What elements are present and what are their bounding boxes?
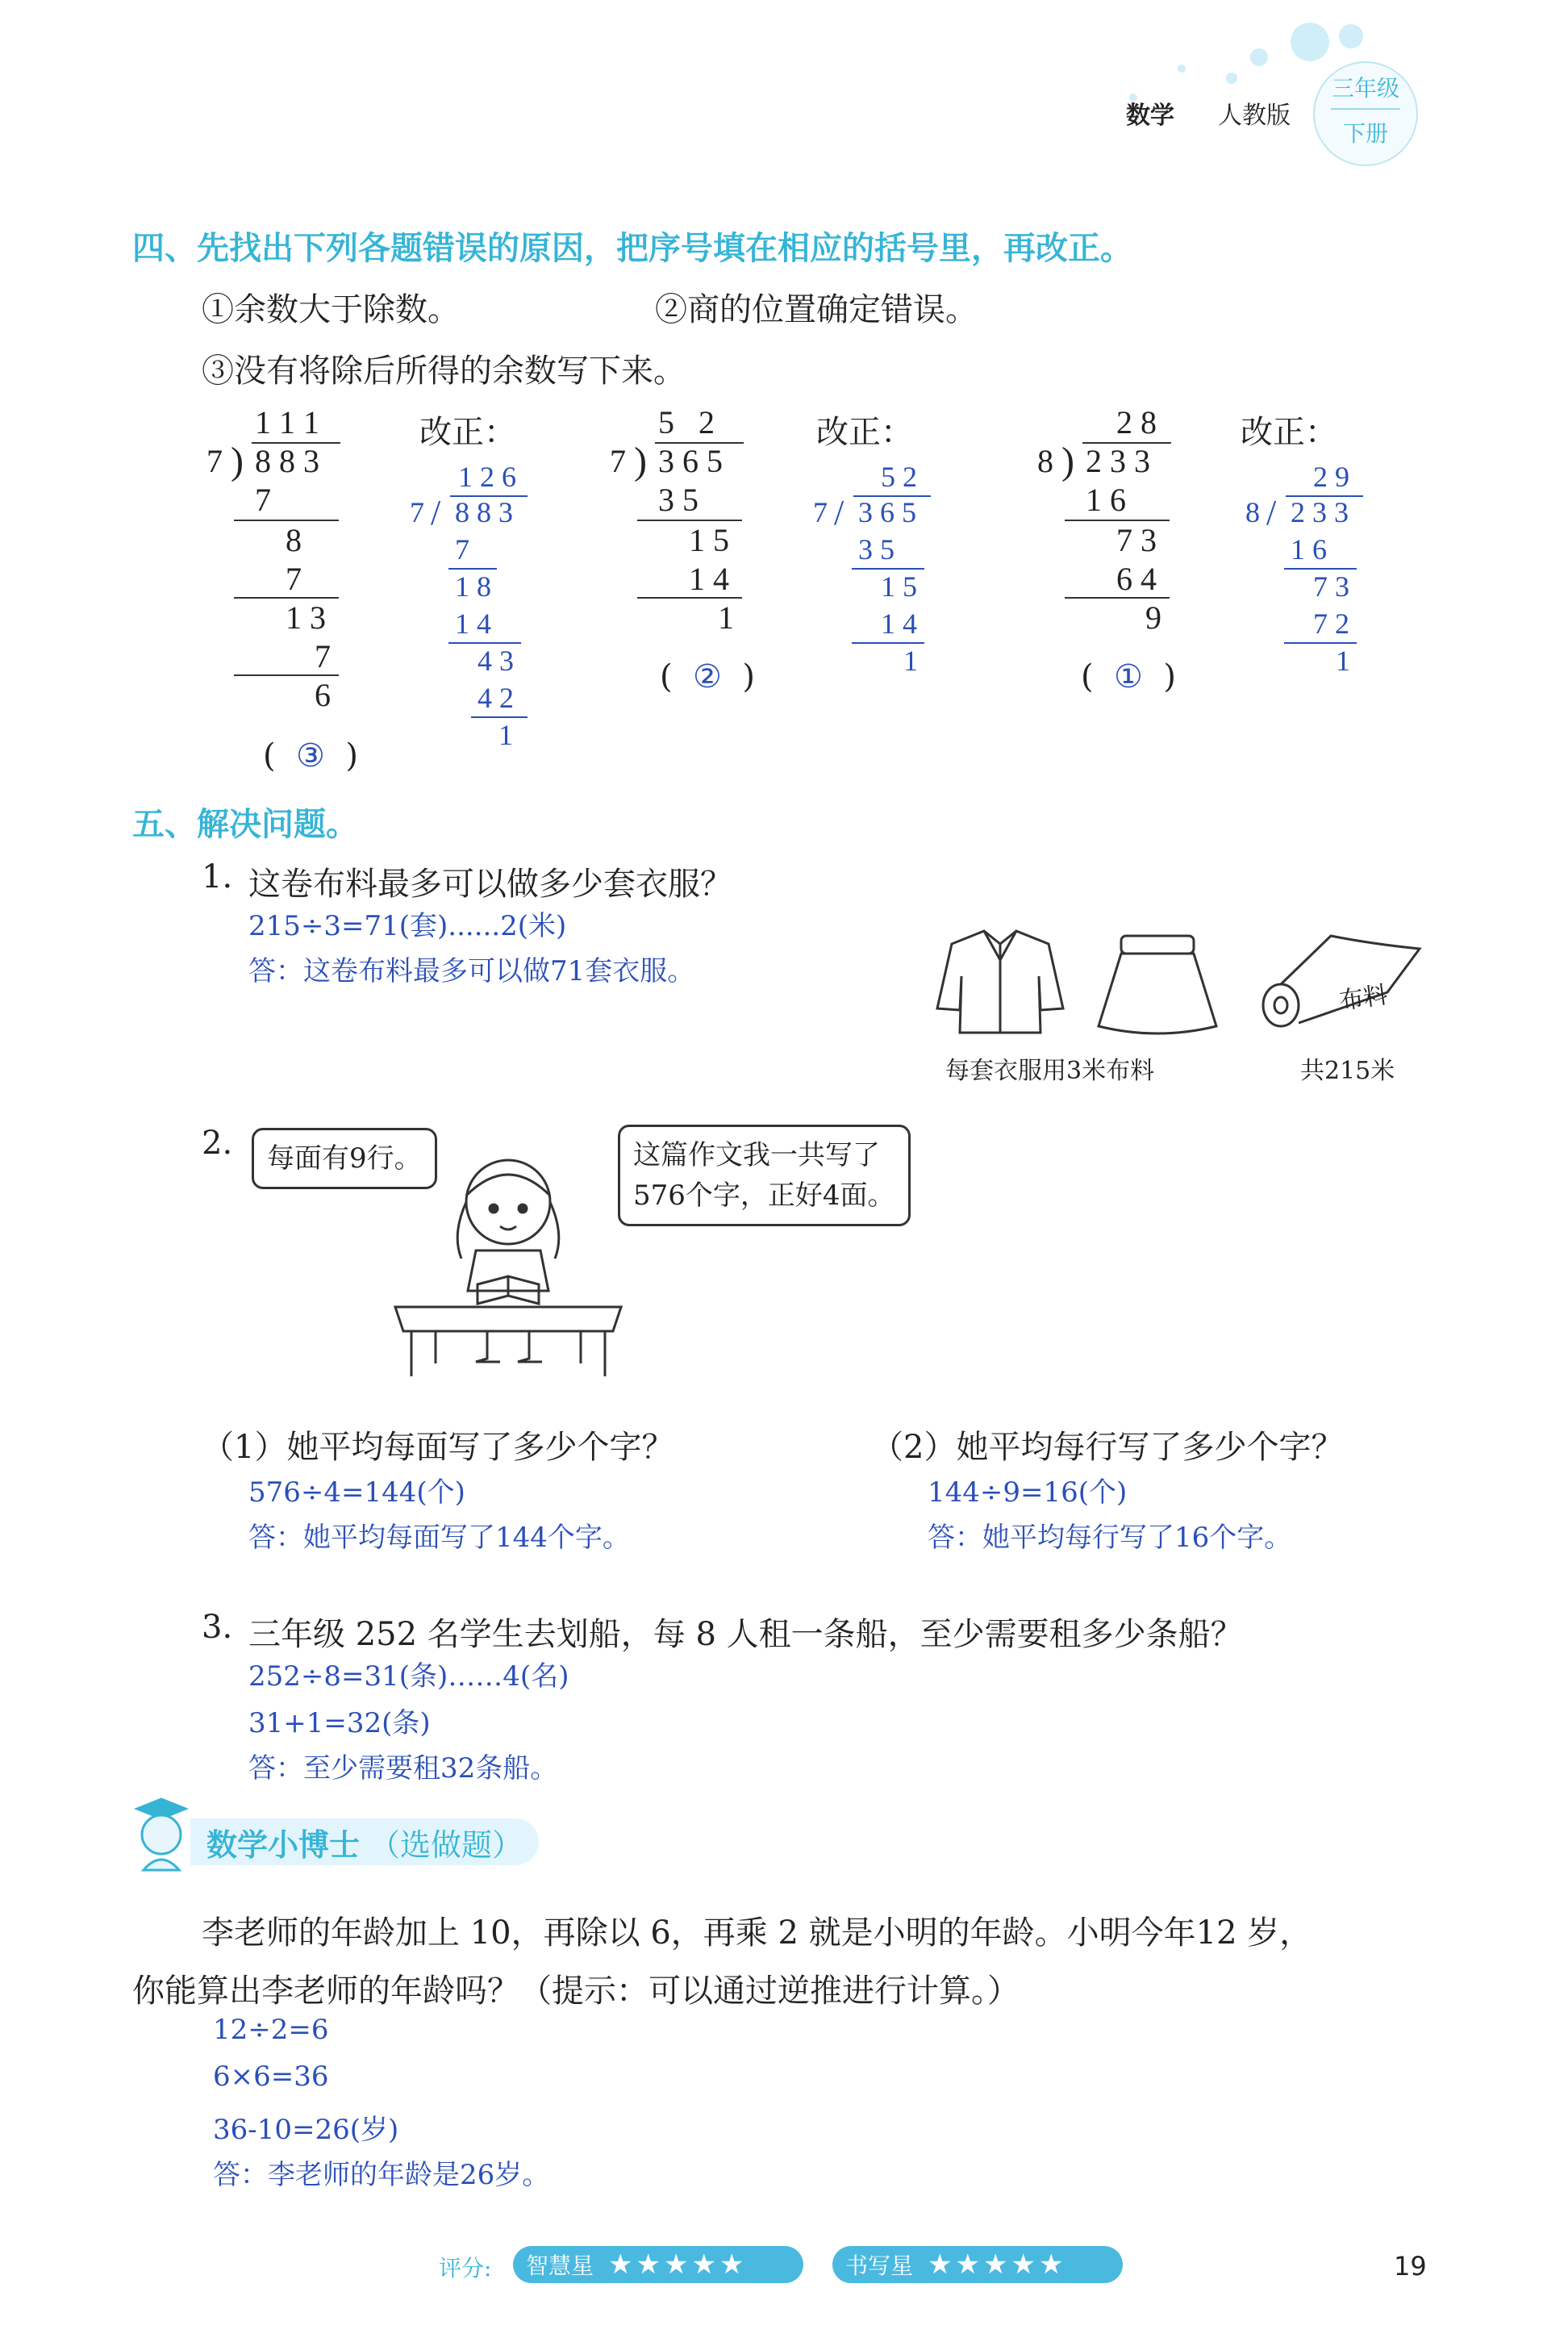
q1-work: 215÷3=71(套)......2(米) (248, 910, 567, 942)
bonus-work1: 12÷2=6 (213, 2014, 329, 2046)
wrong-division-2: 5 2 7 ) 3 6 5 3 5 1 5 1 4 1 (605, 403, 766, 645)
q2-sub2-question: （2）她平均每行写了多少个字？ (871, 1429, 1344, 1466)
q2-sub2-work: 144÷9=16(个) (928, 1476, 1128, 1509)
bubble-right-line2: 576个字，正好4面。 (633, 1179, 895, 1212)
wrong-division-3: 2 8 8 ) 2 3 3 1 6 7 3 6 4 9 (1032, 403, 1194, 645)
score-label: 评分: (439, 2255, 492, 2282)
bonus-answer: 答：李老师的年龄是26岁。 (213, 2159, 550, 2191)
fabric-label: 布料 (1337, 980, 1390, 1016)
writing-star-pill (832, 2246, 1123, 2283)
correct-label-1: 改正： (419, 414, 516, 451)
bonus-tag: （选做题） (369, 1827, 523, 1863)
grade-badge (1313, 61, 1418, 166)
answer-2[interactable]: ② (693, 658, 722, 695)
q3-number: 3. (202, 1609, 233, 1646)
wisdom-star-label: 智慧星 (526, 2252, 594, 2279)
answer-bracket-2: ( ② ) (660, 658, 755, 695)
fixed-division-2: 5 2 7 / 3 6 5 3 5 1 5 1 4 1 (807, 460, 944, 702)
writing-star-rating[interactable]: ★★★★★ (928, 2248, 1067, 2281)
girl-head-icon (466, 1160, 550, 1244)
clothes-caption: 每套衣服用3米布料 (945, 1057, 1155, 1085)
correct-label-3: 改正： (1241, 414, 1337, 451)
speech-bubble-right (618, 1125, 911, 1226)
grade-label: 三年级 (1331, 75, 1399, 102)
bonus-line2: 你能算出李老师的年龄吗？（提示：可以通过逆推进行计算。） (132, 1973, 1020, 2010)
bonus-work2: 6×6=36 (213, 2060, 329, 2093)
bubble-right-line1: 这篇作文我一共写了 (633, 1139, 880, 1171)
jacket-icon (937, 931, 1063, 1033)
badge-divider (1331, 108, 1400, 110)
desk-icon (395, 1307, 621, 1331)
page-number: 19 (1394, 2251, 1427, 2282)
q1-answer: 答：这卷布料最多可以做71套衣服。 (248, 955, 695, 987)
header-edition: 人教版 (1218, 102, 1291, 130)
section5-title: 五、解决问题。 (132, 805, 358, 843)
reason-2: ②商的位置确定错误。 (655, 291, 978, 328)
q1-number: 1. (202, 858, 233, 896)
q2-number: 2. (202, 1125, 233, 1162)
answer-bracket-3: ( ① ) (1081, 658, 1176, 695)
q3-work2: 31+1=32(条) (248, 1707, 431, 1739)
answer-3[interactable]: ① (1114, 658, 1143, 695)
wrong-division-1: 1 1 1 7 ) 8 8 3 7 8 7 1 3 7 6 (202, 403, 363, 726)
bonus-title: 数学小博士 (206, 1827, 361, 1863)
q3-work1: 252÷8=31(条)……4(名) (248, 1660, 569, 1693)
skirt-icon (1099, 936, 1216, 1033)
bonus-banner (190, 1818, 539, 1865)
q3-answer: 答：至少需要租32条船。 (248, 1752, 558, 1785)
reason-1: ①余数大于除数。 (202, 291, 460, 328)
fabric-caption: 共215米 (1300, 1057, 1395, 1085)
wisdom-star-pill (513, 2246, 803, 2283)
bonus-work3: 36-10=26(岁) (213, 2114, 399, 2146)
answer-1[interactable]: ③ (296, 737, 325, 774)
header-subject: 数学 (1126, 102, 1174, 130)
q2-sub2-answer: 答：她平均每行写了16个字。 (928, 1522, 1292, 1554)
q1-question: 这卷布料最多可以做多少套衣服？ (248, 866, 732, 903)
volume-label: 下册 (1342, 120, 1388, 147)
q2-sub1-work: 576÷4=144(个) (248, 1476, 465, 1509)
q3-question: 三年级 252 名学生去划船，每 8 人租一条船，至少需要租多少条船？ (248, 1616, 1243, 1653)
correct-label-2: 改正： (816, 414, 913, 451)
wisdom-star-rating[interactable]: ★★★★★ (608, 2248, 748, 2281)
section4-title: 四、先找出下列各题错误的原因，把序号填在相应的括号里，再改正。 (132, 229, 1132, 267)
writing-star-label: 书写星 (845, 2252, 914, 2279)
fixed-division-1: 1 2 6 7 / 8 8 3 7 1 8 1 4 4 3 4 2 1 (403, 460, 540, 766)
bonus-line1: 李老师的年龄加上 10，再除以 6，再乘 2 就是小明的年龄。小明今年12 岁， (202, 1914, 1312, 1952)
fixed-division-3: 2 9 8 / 2 3 3 1 6 7 3 7 2 1 (1239, 460, 1376, 702)
bubble-left-text: 每面有9行。 (267, 1142, 422, 1175)
q2-sub1-answer: 答：她平均每面写了144个字。 (248, 1522, 630, 1554)
q2-sub1-question: （1）她平均每面写了多少个字？ (202, 1429, 674, 1466)
doctor-mascot-icon (129, 1793, 194, 1873)
girl-at-desk-illustration (387, 1146, 629, 1380)
reason-3: ③没有将除后所得的余数写下来。 (202, 353, 686, 390)
answer-bracket-1: ( ③ ) (263, 737, 358, 774)
